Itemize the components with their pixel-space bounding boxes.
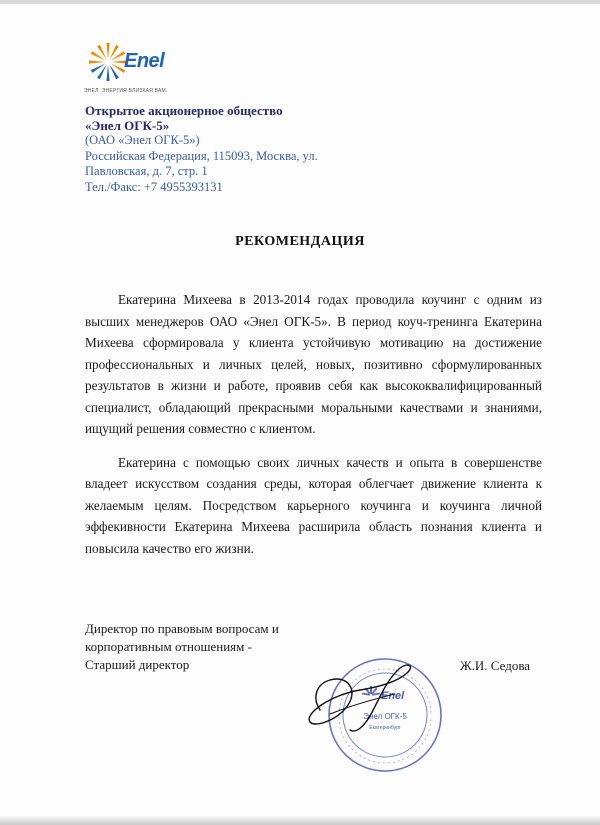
signatory-title-line1: Директор по правовым вопросам и <box>85 621 279 636</box>
company-name-line2: «Энел ОГК-5» <box>85 118 170 133</box>
document-heading: РЕКОМЕНДАЦИЯ <box>235 234 365 249</box>
company-header <box>85 103 345 195</box>
handwritten-signature <box>290 650 430 740</box>
logo-tagline: ЭНЕЛ. ЭНЕРГИЯ БЛИЗКАЯ ВАМ. <box>84 88 168 94</box>
signatory-title-line2: корпоративным отношениям - <box>85 639 252 654</box>
company-name-line1: Открытое акционерное общество <box>85 103 283 118</box>
signatory-title <box>85 620 325 674</box>
company-address-line2: Павловская, д. 7, стр. 1 <box>85 164 208 178</box>
scan-edge-top <box>0 0 600 4</box>
company-abbr: (ОАО «Энел ОГК-5») <box>85 133 200 147</box>
signatory-name: Ж.И. Седова <box>460 658 531 673</box>
body-paragraph-1: Екатерина Михеева в 2013-2014 годах проводила коучинг с одним из высших менеджеров ОАО «Энел ОГК-5». В период коуч-тренинга Екатерина Михеева сформировала у клиента устойчивую мотивацию на достижение профессиональных и личных целей, новых, позитивно сформулированных результатов в жизни и работе, проявив себя как высококвалифицированный специалист, обладающий прекрасными моральными качествами и знаниями, ищущий решения совместно с клиентом. <box>85 292 542 436</box>
body-paragraph-2: Екатерина с помощью своих личных качеств и опыта в совершенстве владеет искусством создания среды, которая облегчает движение клиента к желаемым целям. Посредством карьерного коучинга и коучинга личной эффекивности Екатерина Михеева расширила область познания клиента и повысила качество его жизни. <box>85 454 542 556</box>
scan-edge-bottom <box>0 815 600 825</box>
company-phone: Тел./Факс: +7 4955393131 <box>85 179 223 194</box>
stamp-logo-word: Enel <box>381 690 405 702</box>
stamp-center-line1: Энел ОГК-5 <box>363 712 407 721</box>
stamp-center-line2: Екатеринбург <box>369 725 401 731</box>
company-address-line1: Российская Федерация, 115093, Москва, ул. <box>85 148 318 163</box>
signatory-title-line3: Старший директор <box>85 657 190 672</box>
letter-body <box>85 289 542 571</box>
logo-wordmark: Enel <box>124 50 165 72</box>
